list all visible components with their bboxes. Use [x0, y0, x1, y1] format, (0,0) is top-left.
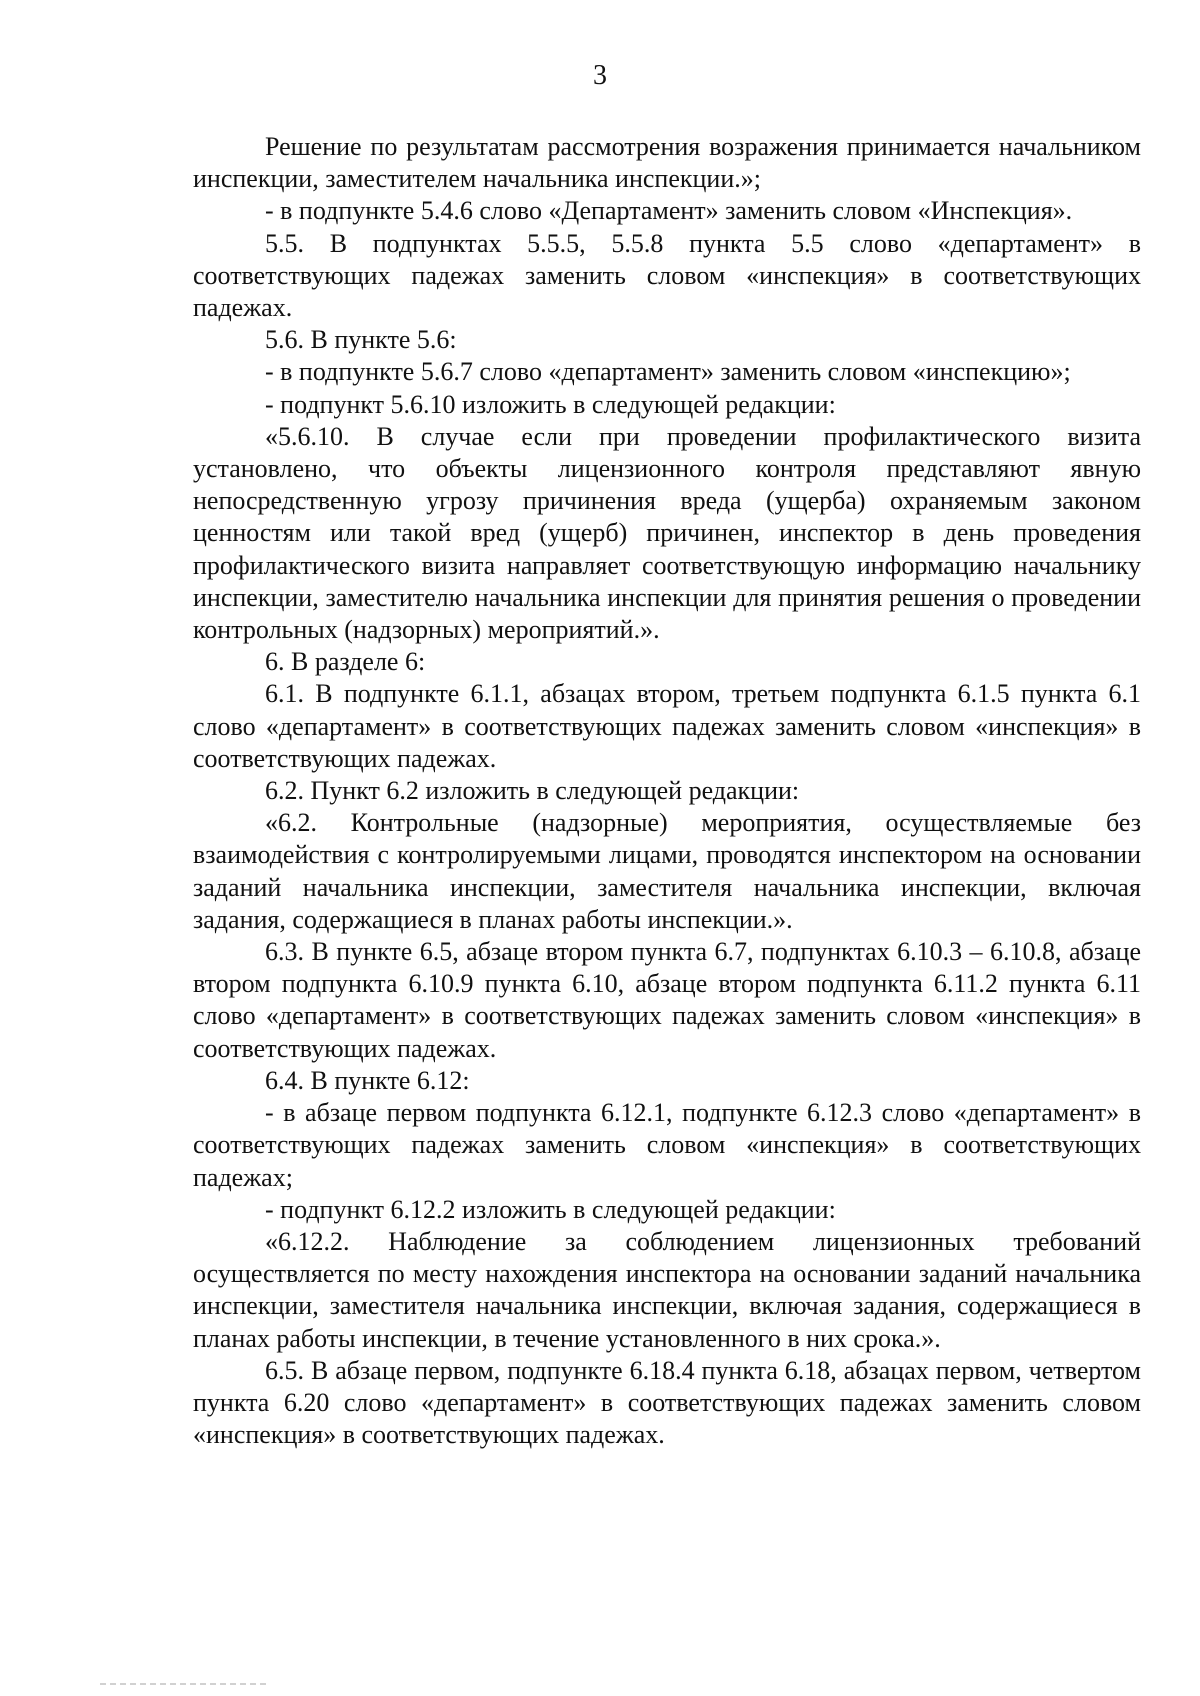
paragraph: 6. В разделе 6: — [265, 647, 426, 677]
paragraph: 6.5. В абзаце первом, подпункте 6.18.4 пункта 6.18, абзацах первом, четвертом пункта 6.20 слово «департамент» в соответствующих падежах заменить словом «инспекция» в соответствующих падежах. — [193, 1355, 1141, 1450]
paragraph: 5.6. В пункте 5.6: — [265, 325, 457, 355]
paragraph: 6.4. В пункте 6.12: — [265, 1065, 470, 1095]
scan-artifact-line — [100, 1683, 270, 1685]
paragraph: 6.2. Пункт 6.2 изложить в следующей редакции: — [265, 776, 800, 806]
paragraph: - в подпункте 5.4.6 слово «Департамент» заменить словом «Инспекция». — [265, 196, 1073, 226]
paragraph: - в абзаце первом подпункта 6.12.1, подпункте 6.12.3 слово «департамент» в соответствующих падежах заменить словом «инспекция» в соответствующих падежах; — [193, 1098, 1141, 1192]
paragraph: - в подпункте 5.6.7 слово «департамент» заменить словом «инспекцию»; — [265, 357, 1071, 387]
paragraph: 6.3. В пункте 6.5, абзаце втором пункта 6.7, подпунктах 6.10.3 – 6.10.8, абзаце втором подпункта 6.10.9 пункта 6.10, абзаце втором подпункта 6.11.2 пункта 6.11 слово «департамент» в соответствующих падежах заменить словом «инспекция» в соответствующих падежах. — [193, 937, 1141, 1063]
paragraph: «5.6.10. В случае если при проведении профилактического визита установлено, что объекты лицензионного контроля представляют явную непосредственную угрозу причинения вреда (ущерба) охраняемым законом ценностям или такой вред (ущерб) причинен, инспектор в день проведения профилактического визита направляет соответствующую информацию начальнику инспекции, заместителю начальника инспекции для принятия решения о проведении контрольных (надзорных) мероприятий.». — [193, 421, 1141, 645]
paragraph: 6.1. В подпункте 6.1.1, абзацах втором, третьем подпункта 6.1.5 пункта 6.1 слово «департамент» в соответствующих падежах заменить словом «инспекция» в соответствующих падежах. — [193, 679, 1141, 773]
paragraph: - подпункт 6.12.2 изложить в следующей редакции: — [265, 1194, 836, 1224]
paragraph: - подпункт 5.6.10 изложить в следующей редакции: — [265, 389, 836, 419]
paragraph: «6.12.2. Наблюдение за соблюдением лицензионных требований осуществляется по месту нахождения инспектора на основании заданий начальника инспекции, заместителя начальника инспекции, включая задания, содержащиеся в планах работы инспекции, в течение установленного в них срока.». — [193, 1226, 1141, 1353]
paragraph: Решение по результатам рассмотрения возражения принимается начальником инспекции, заместителем начальника инспекции.»; — [193, 132, 1141, 194]
paragraph: «6.2. Контрольные (надзорные) мероприятия, осуществляемые без взаимодействия с контролируемыми лицами, проводятся инспектором на основании заданий начальника инспекции, заместителя начальника инспекции, включая задания, содержащиеся в планах работы инспекции.». — [193, 808, 1141, 934]
page-number: 3 — [593, 60, 607, 91]
paragraph: 5.5. В подпунктах 5.5.5, 5.5.8 пункта 5.5 слово «департамент» в соответствующих падежах заменить словом «инспекция» в соответствующих падежах. — [193, 228, 1141, 323]
document-body — [193, 131, 1141, 1451]
